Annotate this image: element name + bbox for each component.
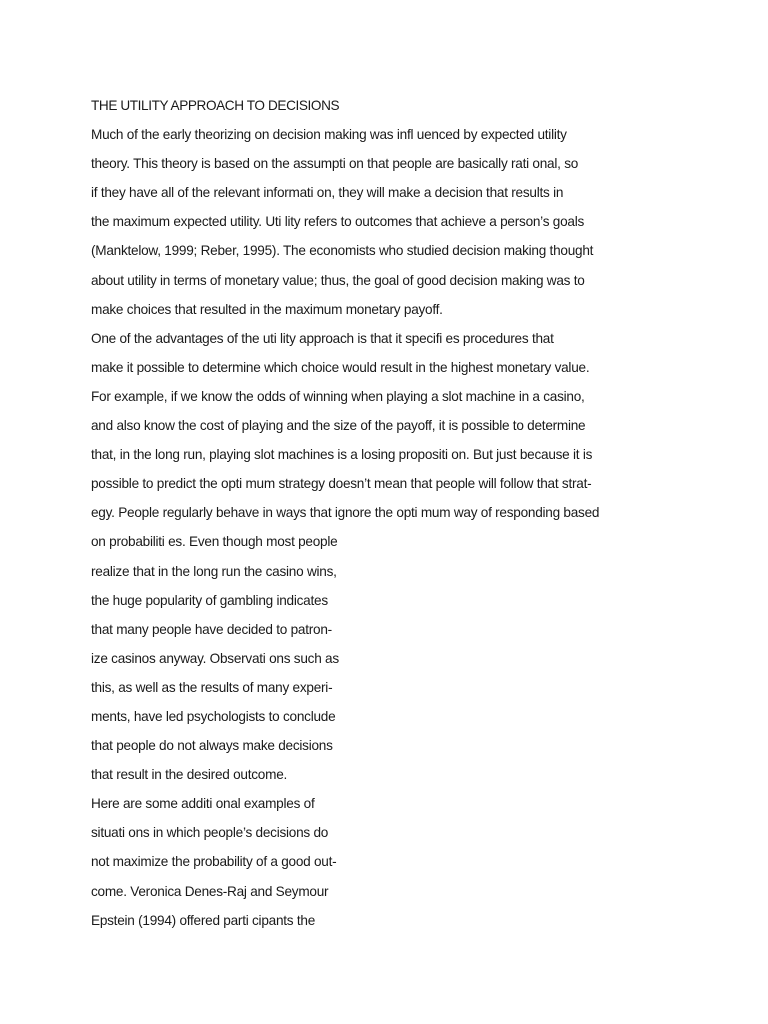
body-line: the huge popularity of gambling indicates bbox=[91, 592, 328, 608]
body-line: the maximum expected utility. Uti lity refers to outcomes that achieve a person’s goals bbox=[91, 214, 585, 230]
body-line: on probabiliti es. Even though most people bbox=[91, 534, 338, 550]
body-line: One of the advantages of the uti lity approach is that it specifi es procedures that bbox=[91, 330, 554, 346]
body-line: egy. People regularly behave in ways that ignore the opti mum way of responding based bbox=[91, 505, 600, 521]
body-line: and also know the cost of playing and the size of the payoff, it is possible to determine bbox=[91, 418, 586, 434]
body-line: ments, have led psychologists to conclude bbox=[91, 708, 336, 724]
body-line: come. Veronica Denes-Raj and Seymour bbox=[91, 883, 329, 899]
body-line: that people do not always make decisions bbox=[91, 738, 333, 754]
body-line: make it possible to determine which choice would result in the highest monetary value. bbox=[91, 359, 590, 375]
body-line: possible to predict the opti mum strategy doesn’t mean that people will follow that strat- bbox=[91, 476, 592, 492]
body-line: realize that in the long run the casino wins, bbox=[91, 563, 337, 579]
body-line: Much of the early theorizing on decision making was infl uenced by expected utility bbox=[91, 127, 567, 143]
body-line: if they have all of the relevant informati on, they will make a decision that results in bbox=[91, 185, 564, 201]
body-line: about utility in terms of monetary value; thus, the goal of good decision making was to bbox=[91, 272, 585, 288]
body-line: situati ons in which people’s decisions do bbox=[91, 825, 329, 841]
body-line: this, as well as the results of many experi- bbox=[91, 679, 333, 695]
document-body bbox=[91, 91, 711, 935]
body-line: Epstein (1994) offered parti cipants the bbox=[91, 912, 316, 928]
body-line: theory. This theory is based on the assumpti on that people are basically rati onal, so bbox=[91, 156, 579, 172]
body-line: (Manktelow, 1999; Reber, 1995). The economists who studied decision making thought bbox=[91, 243, 594, 259]
body-line: that result in the desired outcome. bbox=[91, 767, 288, 783]
body-line: Here are some additi onal examples of bbox=[91, 796, 315, 812]
section-title: THE UTILITY APPROACH TO DECISIONS bbox=[91, 98, 340, 113]
body-line: For example, if we know the odds of winning when playing a slot machine in a casino, bbox=[91, 388, 585, 404]
body-line: not maximize the probability of a good out- bbox=[91, 854, 337, 870]
body-line: that, in the long run, playing slot machines is a losing propositi on. But just because it is bbox=[91, 447, 593, 463]
body-line: ize casinos anyway. Observati ons such as bbox=[91, 650, 339, 666]
body-line: that many people have decided to patron- bbox=[91, 621, 332, 637]
body-line: make choices that resulted in the maximum monetary payoff. bbox=[91, 301, 443, 317]
